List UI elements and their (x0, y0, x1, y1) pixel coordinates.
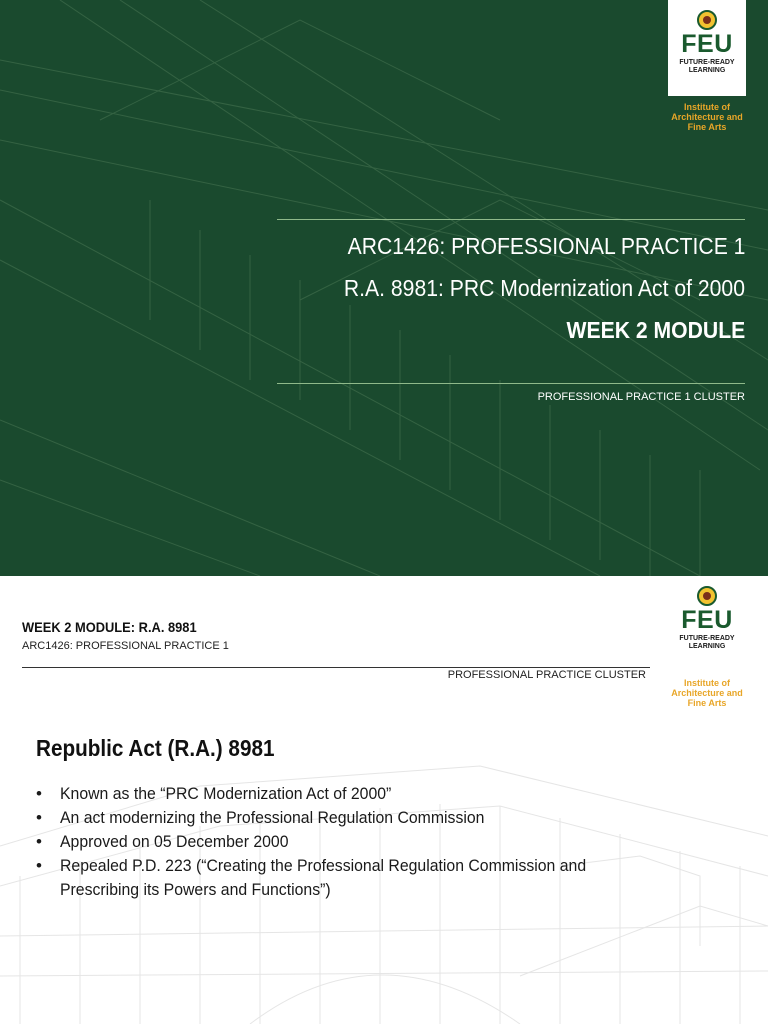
bullet-item (36, 806, 616, 830)
bullet-text: An act modernizing the Professional Regulation Commission (60, 808, 485, 827)
bullet-text-continuation: Prescribing its Powers and Functions”) (60, 880, 331, 899)
bullet-text: Approved on 05 December 2000 (60, 832, 289, 851)
content-slide (0, 576, 768, 1024)
bullet-list (36, 782, 616, 902)
header-divider (22, 667, 650, 668)
bullet-glyph: • (36, 784, 42, 803)
module-title: WEEK 2 MODULE (566, 317, 745, 343)
header-title: WEEK 2 MODULE: R.A. 8981 (22, 619, 197, 635)
bullet-item (36, 854, 616, 902)
logo-brand: FEU (681, 30, 733, 58)
feu-logo (668, 576, 746, 682)
header-subtitle: ARC1426: PROFESSIONAL PRACTICE 1 (22, 640, 229, 652)
law-title: R.A. 8981: PRC Modernization Act of 2000 (343, 275, 745, 301)
logo-brand: FEU (681, 606, 733, 634)
bullet-glyph: • (36, 808, 42, 827)
feu-logo (668, 0, 746, 96)
bullet-glyph: • (36, 832, 42, 851)
bullet-text: Repealed P.D. 223 (“Creating the Professional Regulation Commission and (60, 856, 587, 875)
bullet-item (36, 782, 616, 806)
feu-seal-icon (697, 586, 717, 606)
bullet-text: Known as the “PRC Modernization Act of 2000” (60, 784, 392, 803)
institute-name: Institute of Architecture and Fine Arts (671, 678, 743, 708)
institute-name: Institute of Architecture and Fine Arts (671, 102, 743, 132)
cluster-label: PROFESSIONAL PRACTICE 1 CLUSTER (537, 391, 745, 403)
logo-tagline: FUTURE-READY LEARNING (679, 635, 735, 650)
bullet-glyph: • (36, 856, 42, 875)
course-title: ARC1426: PROFESSIONAL PRACTICE 1 (347, 233, 745, 259)
bottom-divider (277, 383, 745, 384)
bullet-item (36, 830, 616, 854)
logo-tagline: FUTURE-READY LEARNING (679, 59, 735, 74)
feu-seal-icon (697, 10, 717, 30)
section-title: Republic Act (R.A.) 8981 (36, 735, 275, 761)
cluster-label: PROFESSIONAL PRACTICE CLUSTER (447, 669, 646, 681)
top-divider (277, 219, 745, 220)
